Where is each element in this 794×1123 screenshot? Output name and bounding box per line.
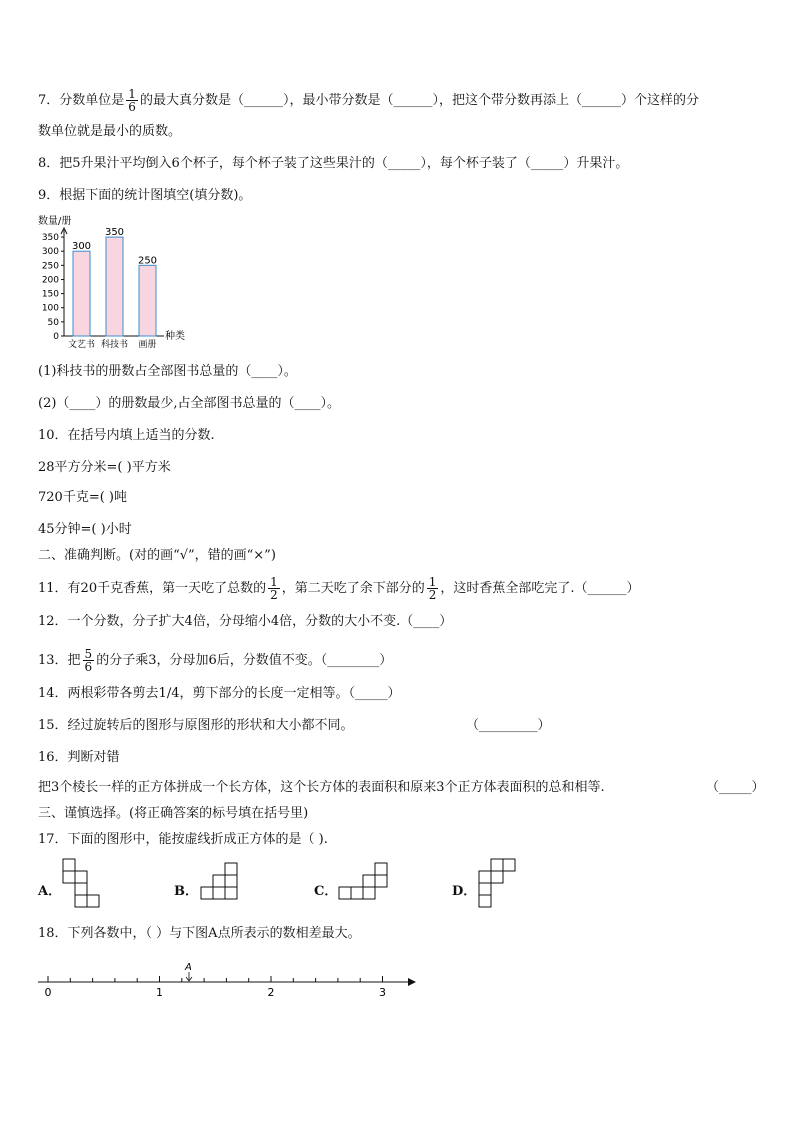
chart-xlabel: 种类	[165, 331, 185, 342]
net-figure-a	[62, 858, 102, 914]
tick-label: 1	[156, 986, 163, 999]
bar	[106, 237, 123, 336]
q18: 18．下列各数中，（ ）与下图A点所表示的数相差最大。	[38, 926, 361, 941]
option-a-label: A．	[38, 884, 62, 899]
bar	[139, 265, 156, 336]
chart-ylabel: 数量/册	[38, 216, 72, 227]
q12: 12．一个分数，分子扩大4倍，分母缩小4倍，分数的大小不变.（____）	[38, 614, 453, 629]
q9: 9．根据下面的统计图填空(填分数)。	[38, 188, 252, 203]
bar-chart	[34, 210, 204, 352]
point-a-label: A	[185, 962, 192, 973]
point-a-arrow	[186, 972, 192, 981]
q9-sub1: (1)科技书的册数占全部图书总量的（____）。	[38, 364, 297, 379]
category-label: 科技书	[100, 340, 129, 350]
bar	[73, 251, 90, 336]
q16-body: 把3个棱长一样的正方体拼成一个长方体，这个长方体的表面积和原来3个正方体表面积的总和相等.	[38, 780, 605, 795]
category-label: 文艺书	[67, 340, 96, 350]
q16: 16．判断对错	[38, 750, 120, 765]
tick-label: 2	[267, 986, 275, 999]
q10: 10．在括号内填上适当的分数.	[38, 428, 215, 443]
q10-c: 45分钟=( )小时	[38, 522, 132, 537]
y-tick-label: 100	[41, 303, 59, 314]
y-tick-label: 0	[53, 332, 59, 342]
option-d-label: D．	[452, 884, 477, 899]
tick-label: 3	[379, 986, 386, 999]
bar-value-label: 350	[104, 227, 125, 239]
q15-blank: （_________）	[466, 718, 551, 733]
option-b-label: B．	[174, 884, 198, 899]
category-label: 画册	[138, 340, 157, 350]
y-tick-label: 50	[47, 317, 59, 328]
q10-a: 28平方分米=( )平方米	[38, 460, 171, 475]
q7-line2: 数单位就是最小的质数。	[38, 124, 182, 139]
q9-sub2: (2)（____）的册数最少,占全部图书总量的（____）。	[38, 396, 341, 411]
tick-label: 0	[44, 986, 52, 999]
number-line-arrow	[408, 978, 416, 986]
section-3-heading: 三、谨慎选择。(将正确答案的标号填在括号里)	[38, 806, 309, 821]
net-figure-c	[338, 862, 390, 908]
fraction: $\frac{1}{6}$	[128, 87, 136, 114]
bar-value-label: 300	[71, 241, 92, 253]
q17: 17．下面的图形中，能按虚线折成正方体的是（ ).	[38, 832, 328, 847]
y-tick-label: 250	[41, 261, 59, 272]
number-line	[34, 958, 424, 1002]
q14: 14．两根彩带各剪去1/4，剪下部分的长度一定相等。（_____）	[38, 686, 401, 701]
y-tick-label: 200	[41, 275, 59, 286]
q7-line1: 7．分数单位是 $\frac{1}{6}$ 的最大真分数是（______），最小带分数是（______），把这个带分数再添上（______）个这样的分	[38, 87, 699, 114]
q16-blank: （_____）	[706, 780, 765, 795]
y-tick-label: 150	[41, 289, 59, 300]
q8: 8．把5升果汁平均倒入6个杯子，每个杯子装了这些果汁的（_____），每个杯子装了（_____）升果汁。	[38, 156, 629, 171]
q13: 13．把 $\frac{5}{6}$ 的分子乘3，分母加6后，分数值不变。（________）	[38, 647, 393, 674]
y-tick-label: 300	[41, 247, 59, 258]
q15: 15．经过旋转后的图形与原图形的形状和大小都不同。	[38, 718, 354, 733]
bar-value-label: 250	[137, 255, 158, 267]
net-figure-b	[200, 862, 240, 908]
y-tick-label: 350	[41, 233, 59, 244]
net-figure-d	[478, 858, 518, 916]
q11: 11．有20千克香蕉，第一天吃了总数的 $\frac{1}{2}$ ，第二天吃了余下部分的 $\frac{1}{2}$ ，这时香蕉全部吃完了.（______）	[38, 575, 640, 602]
option-c-label: C．	[314, 884, 338, 899]
section-2-heading: 二、准确判断。(对的画“√”，错的画“×”)	[38, 548, 276, 563]
q10-b: 720千克=( )吨	[38, 490, 127, 505]
